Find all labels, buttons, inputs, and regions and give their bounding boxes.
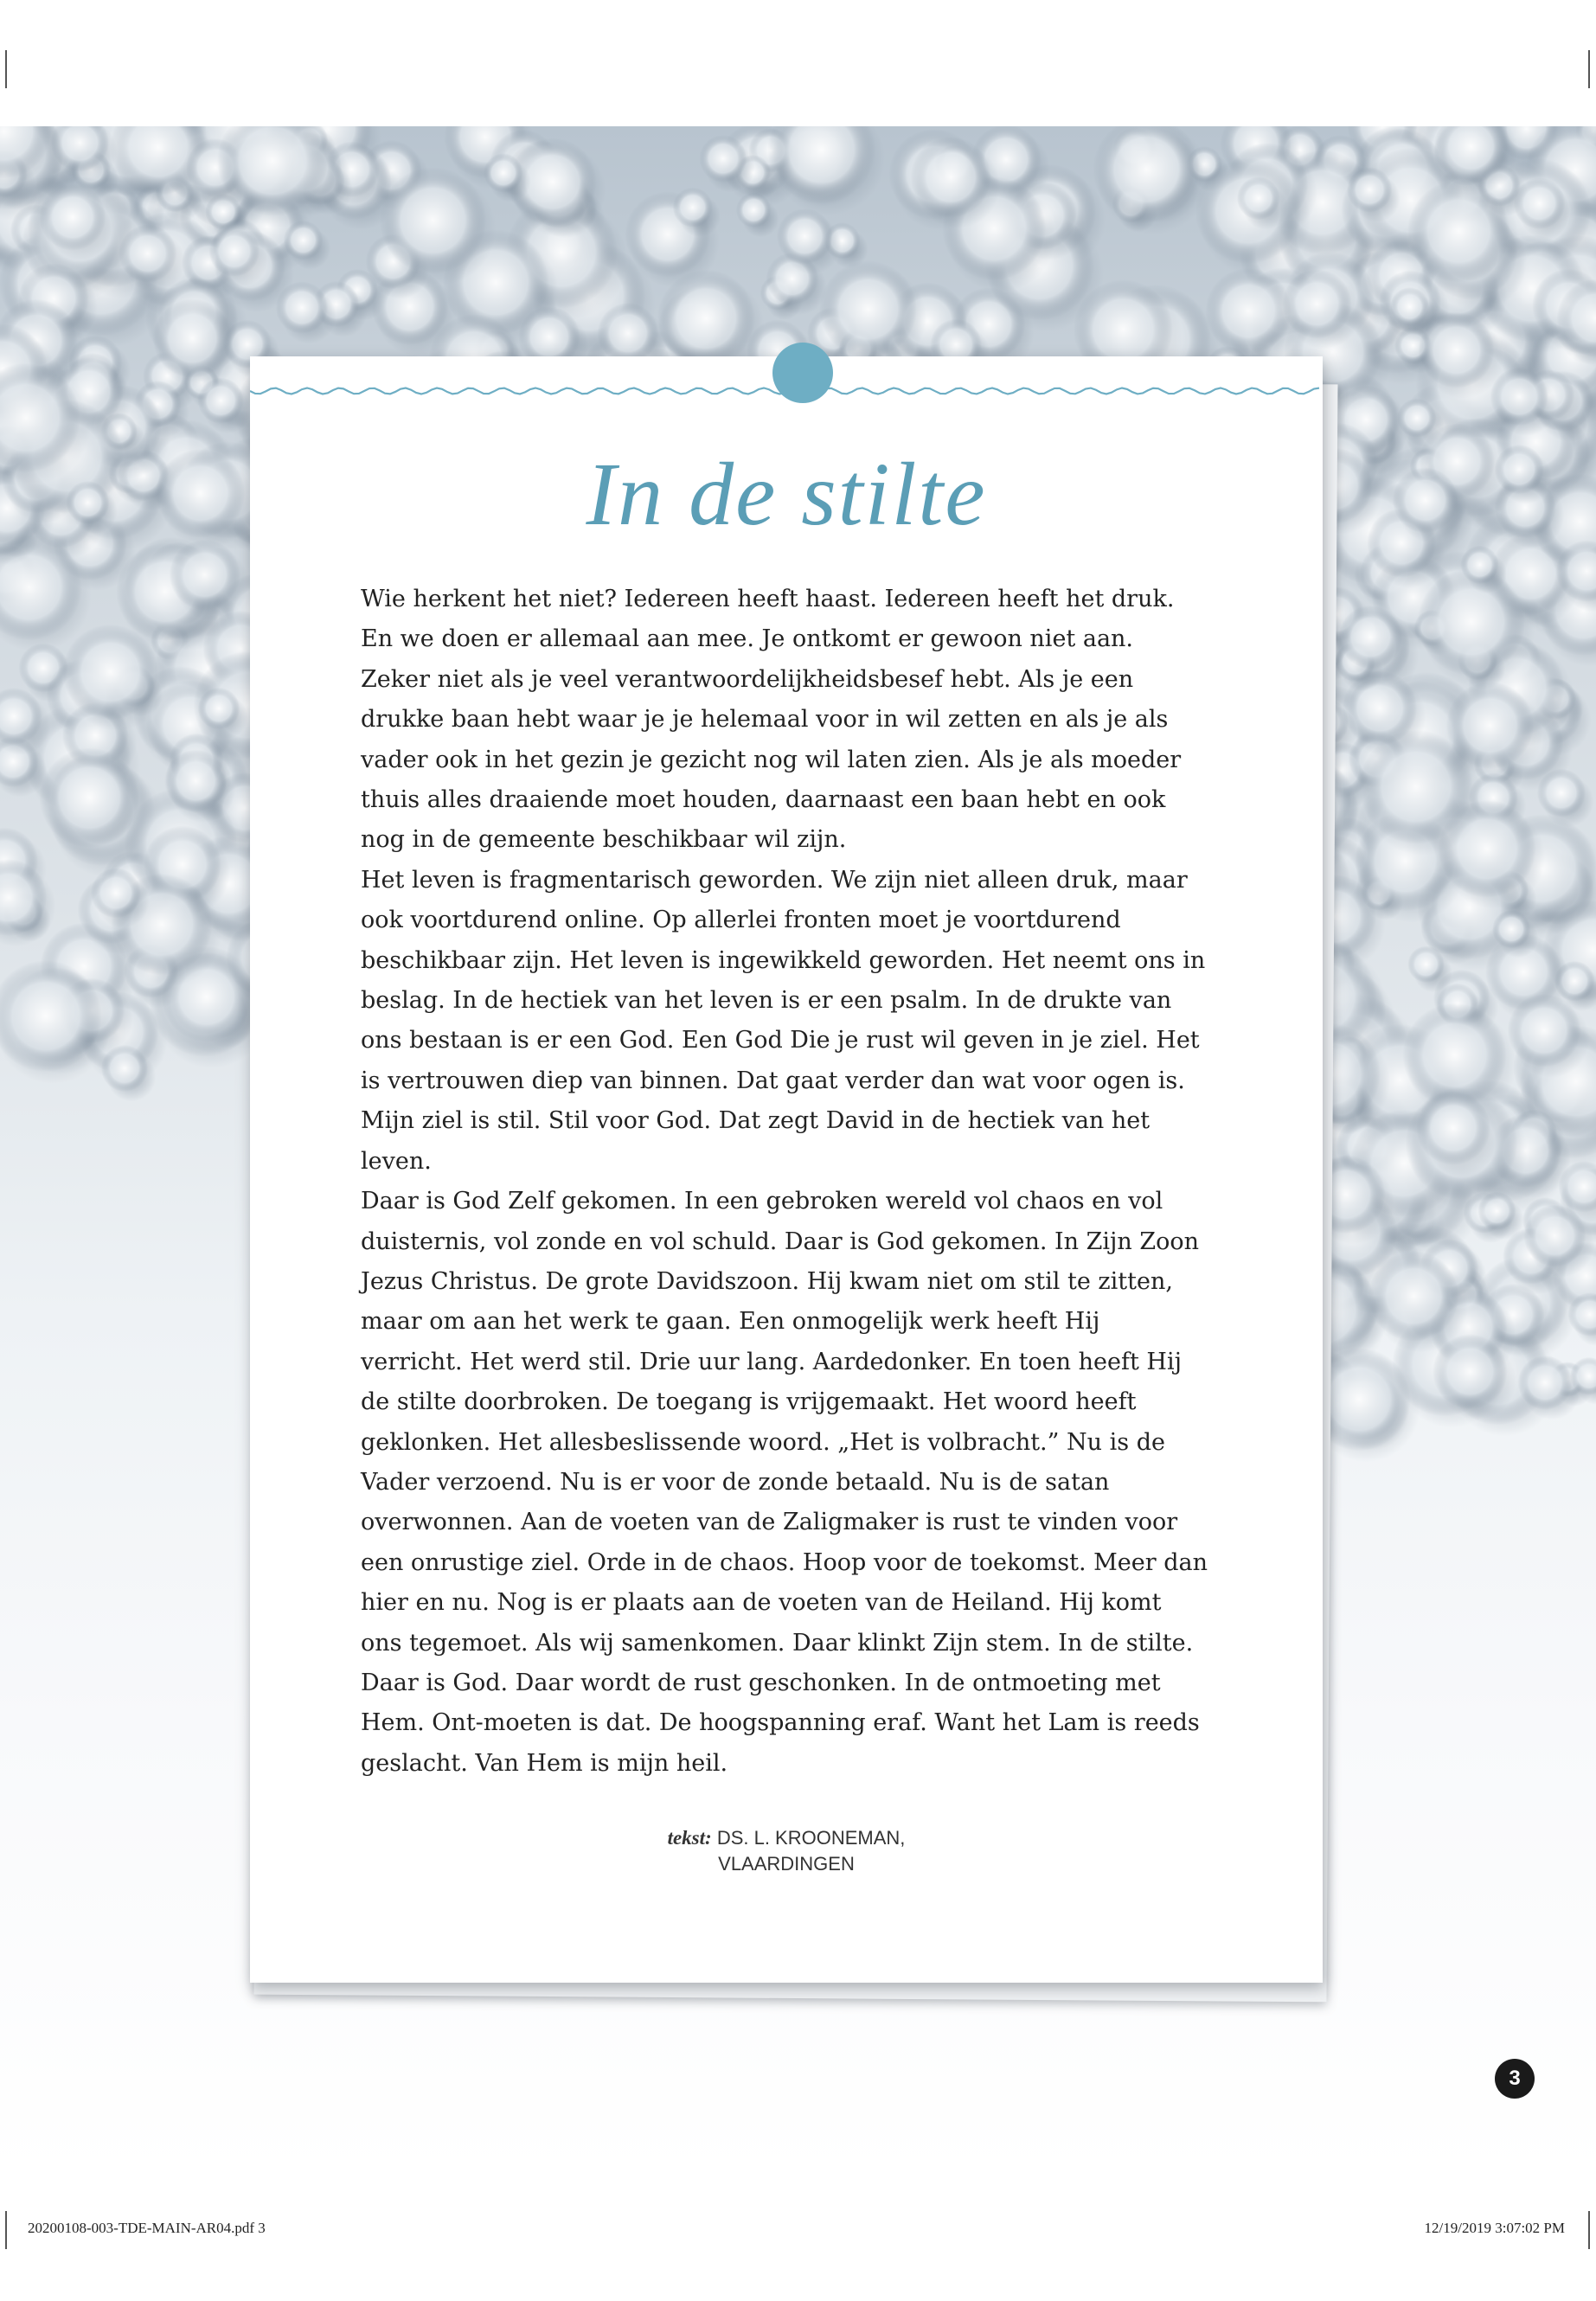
paragraph-1: Wie herkent het niet? Iedereen heeft haast. Iedereen heeft het druk. En we doen er allemaal aan mee. Je ontkomt er gewoon niet aan. Zeker niet als je veel verantwoordelijkheidsbesef hebt. Als je een drukke baan hebt waar je je helemaal voor in wil zetten en als je als vader ook in het gezin je gezicht nog wil laten zien. Als je als moeder thuis alles draaiende moet houden, daarnaast een baan hebt en ook nog in de gemeente beschikbaar wil zijn. [361, 586, 1182, 854]
paragraph-3: Daar is God Zelf gekomen. In een gebroken wereld vol chaos en vol duisternis, vol zonde en vol schuld. Daar is God gekomen. In Zijn Zoon Jezus Christus. De grote Davidszoon. Hij kwam niet om stil te zitten, maar om aan het werk te gaan. Een onmogelijk werk heeft Hij verricht. Het werd stil. Drie uur lang. Aardedonker. En toen heeft Hij de stilte doorbroken. De toegang is vrijgemaakt. Het woord heeft geklonken. Het allesbeslissende woord. „Het is volbracht.” Nu is de Vader verzoend. Nu is er voor de zonde betaald. Nu is de satan overwonnen. Aan de voeten van de Zaligmaker is rust te vinden voor een onrustige ziel. Orde in de chaos. Hoop voor de toekomst. Meer dan hier en nu. Nog is er plaats aan de voeten van de Heiland. Hij komt ons tegemoet. Als wij samenkomen. Daar klinkt Zijn stem. In de stilte. Daar is God. Daar wordt de rust geschonken. In de ontmoeting met Hem. Ont-moeten is dat. De hoogspanning eraf. Want het Lam is reeds geslacht. Van Hem is mijn heil. [361, 1188, 1208, 1777]
credit-name: DS. L. KROONEMAN, [716, 1827, 906, 1849]
print-slug-timestamp: 12/19/2019 3:07:02 PM [1424, 2220, 1565, 2236]
snowy-tree [62, 625, 158, 721]
crop-mark-bottom-left [5, 2211, 7, 2249]
snowy-tree [101, 1045, 148, 1092]
snowy-tree [1460, 546, 1498, 584]
accent-dot [772, 343, 833, 403]
snowy-tree [1537, 769, 1586, 817]
snowy-tree [1347, 167, 1392, 212]
snowy-tree [673, 188, 713, 228]
snowy-tree [39, 184, 106, 251]
snowy-tree [1416, 1091, 1490, 1165]
snowy-tree [1205, 268, 1292, 355]
author-credit [250, 1825, 1323, 1877]
crop-mark-top-right [1588, 50, 1590, 88]
snowy-tree [1390, 287, 1429, 326]
paragraph-2: Het leven is fragmentarisch geworden. We zijn niet alleen druk, maar ook voortdurend online. Op allerlei fronten moet je voortdurend beschikbaar zijn. Het leven is ingewikkeld geworden. Het neemt ons in beslag. In de hectiek van het leven is er een psalm. In de drukte van ons bestaan is er een God. Een God Die je rust wil geven in je ziel. Het is vertrouwen diep van binnen. Dat gaat verder dan wat voor ogen is. Mijn ziel is stil. Stil voor God. Dat zegt David in de hectiek van het leven. [361, 866, 1206, 1175]
snowy-tree [1368, 1251, 1459, 1342]
snowy-tree [1508, 994, 1581, 1067]
snowy-tree [819, 260, 917, 358]
snowy-tree [1518, 1356, 1573, 1410]
snowy-tree [598, 303, 659, 364]
credit-label: tekst: [667, 1827, 712, 1849]
snowy-tree [777, 208, 833, 265]
snowy-tree [276, 281, 328, 333]
snowy-tree [209, 226, 260, 276]
snowy-tree [1446, 682, 1534, 769]
snowy-tree [66, 481, 109, 524]
snowy-tree [1237, 176, 1280, 220]
snowy-tree [1407, 180, 1510, 283]
snowy-tree [380, 167, 486, 273]
credit-place: VLAARDINGEN [718, 1853, 855, 1875]
crop-mark-top-left [5, 50, 7, 88]
snowy-tree [699, 135, 747, 183]
page-number-badge: 3 [1495, 2059, 1535, 2099]
snowy-tree [1492, 910, 1530, 948]
snowy-tree [1397, 398, 1436, 437]
snowy-tree [657, 270, 755, 368]
snowy-tree [1339, 606, 1402, 669]
snowy-tree [39, 747, 139, 848]
snowy-tree [1407, 945, 1445, 983]
snowy-tree [91, 868, 141, 918]
crop-mark-bottom-right [1588, 2211, 1590, 2249]
article-title: In de stilte [586, 445, 987, 544]
article-body [361, 580, 1208, 1784]
snowy-tree [1393, 467, 1458, 533]
snowy-tree [484, 153, 522, 192]
article-card [250, 356, 1323, 1983]
snowy-tree [1490, 368, 1548, 426]
snowy-tree [1514, 177, 1566, 229]
snowy-tree [910, 137, 990, 217]
print-slug-filename: 20200108-003-TDE-MAIN-AR04.pdf 3 [28, 2220, 266, 2236]
snowy-tree [153, 298, 232, 377]
snowy-tree [156, 449, 245, 538]
snowy-tree [170, 540, 240, 611]
snowy-tree [119, 224, 176, 282]
snowy-tree [198, 688, 240, 730]
snowy-tree [164, 750, 228, 813]
